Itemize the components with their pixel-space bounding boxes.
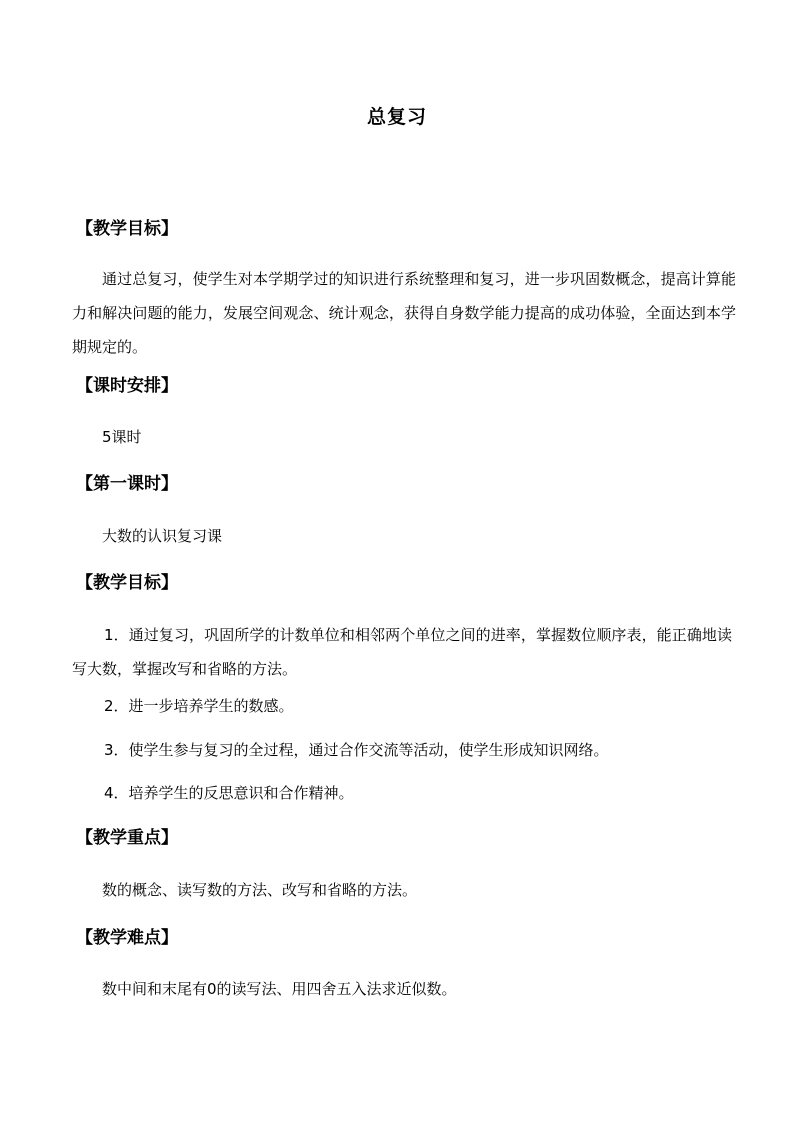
heading-class-schedule: 【课时安排】 xyxy=(76,376,178,396)
first-lesson-text: 大数的认识复习课 xyxy=(102,527,223,545)
heading-teaching-goals-2: 【教学目标】 xyxy=(76,573,178,593)
goal-item-2: 2．进一步培养学生的数感。 xyxy=(104,697,294,715)
heading-first-lesson: 【第一课时】 xyxy=(76,474,178,494)
heading-difficulties: 【教学难点】 xyxy=(76,928,178,948)
heading-teaching-goals: 【教学目标】 xyxy=(76,219,178,239)
goal-item-4: 4．培养学生的反思意识和合作精神。 xyxy=(104,784,354,802)
goal-item-1: 1．通过复习，巩固所学的计数单位和相邻两个单位之间的进率，掌握数位顺序表，能正确地读写大数，掌握改写和省略的方法。 xyxy=(72,626,732,678)
key-points-text: 数的概念、读写数的方法、改写和省略的方法。 xyxy=(102,881,418,899)
difficulties-text: 数中间和末尾有0的读写法、用四舍五入法求近似数。 xyxy=(102,980,457,998)
class-schedule-text: 5课时 xyxy=(102,428,142,446)
teaching-goals-paragraph: 通过总复习，使学生对本学期学过的知识进行系统整理和复习，进一步巩固数概念，提高计算能力和解决问题的能力，发展空间观念、统计观念，获得自身数学能力提高的成功体验，全面达到本学期规定的。 xyxy=(72,270,736,356)
goal-item-3: 3．使学生参与复习的全过程，通过合作交流等活动，使学生形成知识网络。 xyxy=(104,741,609,759)
document-title: 总复习 xyxy=(366,106,427,128)
heading-key-points: 【教学重点】 xyxy=(76,828,178,848)
